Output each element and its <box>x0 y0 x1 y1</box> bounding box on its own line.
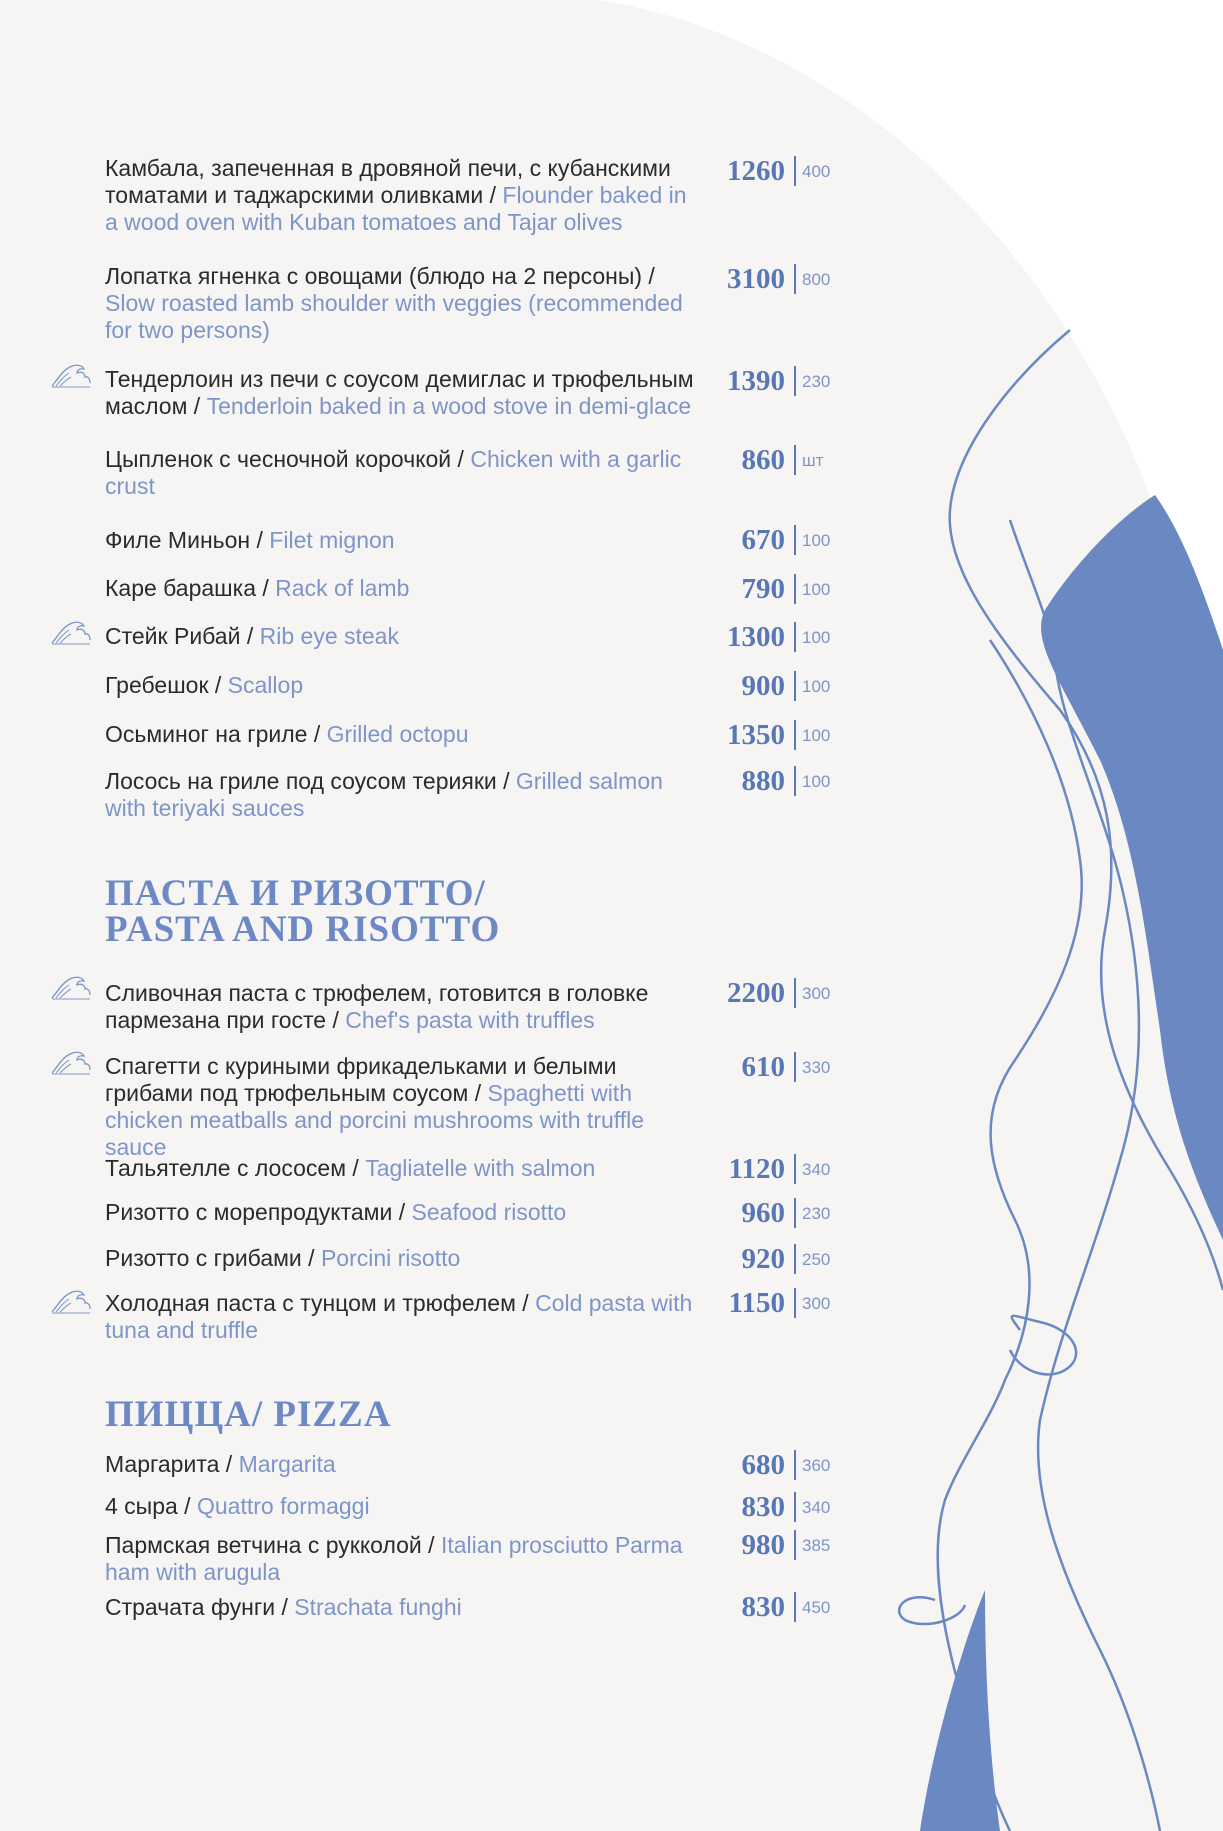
dish-name-ru: Сливочная паста с трюфелем, готовится в головке пармезана при госте <box>105 980 649 1033</box>
dish-name-en: Cold pasta with tuna and truffle <box>105 1290 693 1343</box>
dish-price: 1150 <box>728 1287 785 1319</box>
dish-weight: 230 <box>802 1204 831 1223</box>
dish-name-ru: Каре барашка <box>105 575 256 601</box>
dish-weight: 800 <box>802 270 831 289</box>
dish-name-en: Strachata funghi <box>294 1594 462 1620</box>
dish-weight: 400 <box>802 162 831 181</box>
wave-icon <box>50 618 92 646</box>
dish-name-ru: Лосось на гриле под соусом терияки <box>105 768 497 794</box>
dish-price: 880 <box>741 765 785 797</box>
dish-name-ru: Осьминог на гриле <box>105 721 308 747</box>
wave-icon <box>50 973 92 1001</box>
dish-name-ru: Страчата фунги <box>105 1594 276 1620</box>
menu-item: Пармская ветчина с рукколой / Italian prosciutto Parma ham with arugula <box>105 1532 683 1585</box>
price-block <box>705 154 835 188</box>
price-block <box>705 1448 835 1482</box>
price-block <box>705 443 835 477</box>
menu-item: Страчата фунги / Strachata funghi <box>105 1594 462 1620</box>
dish-name-ru: 4 сыра <box>105 1493 178 1519</box>
dish-name-en: Grilled octopu <box>326 721 469 747</box>
dish-name-en: Quattro formaggi <box>196 1493 370 1519</box>
section-title-pasta <box>105 873 501 950</box>
dish-name-ru: Тальятелле с лососем <box>105 1155 347 1181</box>
price-block <box>705 718 835 752</box>
menu-item: Каре барашка / Rack of lamb <box>105 575 410 601</box>
dish-name-ru: Стейк Рибай <box>105 623 241 649</box>
dish-name-en: Flounder baked in a wood oven with Kuban tomatoes and Tajar olives <box>105 182 687 235</box>
price-block <box>705 1050 835 1084</box>
menu-item: Филе Миньон / Filet mignon <box>105 527 395 553</box>
price-block <box>705 620 835 654</box>
menu-item: Ризотто с грибами / Porcini risotto <box>105 1245 461 1271</box>
menu-item: Сливочная паста с трюфелем, готовится в головке пармезана при госте / Chef's pasta with truffles <box>105 980 649 1033</box>
dish-price: 920 <box>741 1243 785 1275</box>
dish-weight: 100 <box>802 628 831 647</box>
dish-name-en: Tagliatelle with salmon <box>365 1155 596 1181</box>
dish-name-ru: Гребешок <box>105 672 209 698</box>
dish-name-en: Chicken with a garlic crust <box>105 446 682 499</box>
menu-item: Холодная паста с тунцом и трюфелем / Cold pasta with tuna and truffle <box>105 1290 693 1343</box>
price-block <box>705 1528 835 1562</box>
menu-item: Осьминог на гриле / Grilled octopu <box>105 721 469 747</box>
dish-price: 900 <box>741 670 785 702</box>
dish-name-en: Margarita <box>238 1451 336 1477</box>
dish-weight: 385 <box>802 1536 831 1555</box>
price-block <box>705 572 835 606</box>
price-block <box>705 1196 835 1230</box>
dish-name-ru: Пармская ветчина с рукколой <box>105 1532 422 1558</box>
dish-name-en: Porcini risotto <box>320 1245 461 1271</box>
menu-item: Лопатка ягненка с овощами (блюдо на 2 персоны) / Slow roasted lamb shoulder with veggies (recommended for two persons) <box>105 263 683 343</box>
dish-name-ru: Ризотто с морепродуктами <box>105 1199 393 1225</box>
dish-price: 610 <box>741 1051 785 1083</box>
price-block <box>705 1152 835 1186</box>
dish-price: 980 <box>741 1529 785 1561</box>
dish-weight: 100 <box>802 580 831 599</box>
dish-price: 830 <box>741 1491 785 1523</box>
wave-icon <box>50 361 92 389</box>
price-block <box>705 523 835 557</box>
dish-price: 3100 <box>727 263 785 295</box>
menu-item: Ризотто с морепродуктами / Seafood risotto <box>105 1199 567 1225</box>
menu-item: Гребешок / Scallop <box>105 672 304 698</box>
dish-name-en: Seafood risotto <box>411 1199 567 1225</box>
menu-item: Стейк Рибай / Rib eye steak <box>105 623 399 649</box>
dish-weight: 360 <box>802 1456 831 1475</box>
dish-price: 1300 <box>727 621 785 653</box>
wave-icon <box>50 1287 92 1315</box>
dish-price: 2200 <box>727 977 785 1009</box>
dish-name-ru: Тендерлоин из печи с соусом демиглас и трюфельным маслом <box>105 366 694 419</box>
menu-item: Лосось на гриле под соусом терияки / Grilled salmon with teriyaki sauces <box>105 768 663 821</box>
dish-name-ru: Цыпленок с чесночной корочкой <box>105 446 452 472</box>
dish-name-en: Grilled salmon with teriyaki sauces <box>105 768 663 821</box>
dish-price: 1350 <box>727 719 785 751</box>
dish-weight: 340 <box>802 1160 831 1179</box>
dish-name-ru: Лопатка ягненка с овощами (блюдо на 2 персоны) <box>105 263 643 289</box>
dish-weight: 300 <box>802 984 831 1003</box>
menu-item: Спагетти с куриными фрикадельками и белыми грибами под трюфельным соусом / Spaghetti with chicken meatballs and porcini mushrooms with truffle sauce <box>105 1053 645 1160</box>
price-block <box>705 1286 835 1320</box>
section-title-pizza: ПИЦЦА/ PIZZA <box>105 1394 392 1435</box>
dish-name-ru: Камбала, запеченная в дровяной печи, с кубанскими томатами и таджарскими оливками <box>105 155 671 208</box>
dish-weight: 340 <box>802 1498 831 1517</box>
dish-name-en: Spaghetti with chicken meatballs and porcini mushrooms with truffle sauce <box>105 1080 645 1160</box>
section-title-ru: ПАСТА И РИЗОТТО/ <box>105 873 486 914</box>
menu-item: Камбала, запеченная в дровяной печи, с кубанскими томатами и таджарскими оливками / Flounder baked in a wood oven with Kuban tomatoes and Tajar olives <box>105 155 687 235</box>
dish-weight: 230 <box>802 372 831 391</box>
price-block <box>705 976 835 1010</box>
price-block <box>705 669 835 703</box>
dish-name-ru: Холодная паста с тунцом и трюфелем <box>105 1290 516 1316</box>
menu-item: Тальятелле с лососем / Tagliatelle with salmon <box>105 1155 596 1181</box>
dish-weight: 450 <box>802 1598 831 1617</box>
dish-name-en: Filet mignon <box>269 527 395 553</box>
dish-price: 680 <box>741 1449 785 1481</box>
dish-weight: 100 <box>802 677 831 696</box>
dish-price: 960 <box>741 1197 785 1229</box>
dish-price: 860 <box>741 444 785 476</box>
dish-name-ru: Маргарита <box>105 1451 220 1477</box>
price-block <box>705 1242 835 1276</box>
dish-weight: 100 <box>802 726 831 745</box>
dish-name-en: Tenderloin baked in a wood stove in demi-glace <box>206 393 692 419</box>
dish-weight: 330 <box>802 1058 831 1077</box>
dish-name-en: Rack of lamb <box>275 575 410 601</box>
dish-name-en: Italian prosciutto Parma ham with arugula <box>105 1532 683 1585</box>
dish-price: 1120 <box>728 1153 785 1185</box>
dish-weight: шт <box>802 451 824 470</box>
menu-item: Маргарита / Margarita <box>105 1451 336 1477</box>
dish-name-en: Chef's pasta with truffles <box>345 1007 595 1033</box>
dish-name-en: Rib eye steak <box>259 623 399 649</box>
menu-item: 4 сыра / Quattro formaggi <box>105 1493 370 1519</box>
dish-weight: 300 <box>802 1294 831 1313</box>
menu-item: Цыпленок с чесночной корочкой / Chicken with a garlic crust <box>105 446 682 499</box>
price-block <box>705 1490 835 1524</box>
dish-weight: 250 <box>802 1250 831 1269</box>
price-block <box>705 1590 835 1624</box>
dish-price: 1390 <box>727 365 785 397</box>
dish-weight: 100 <box>802 531 831 550</box>
menu-item: Тендерлоин из печи с соусом демиглас и трюфельным маслом / Tenderloin baked in a wood stove in demi-glace <box>105 366 694 419</box>
dish-name-ru: Филе Миньон <box>105 527 251 553</box>
dish-price: 830 <box>741 1591 785 1623</box>
dish-name-ru: Ризотто с грибами <box>105 1245 302 1271</box>
wave-icon <box>50 1048 92 1076</box>
dish-weight: 100 <box>802 772 831 791</box>
price-block <box>705 262 835 296</box>
dish-price: 1260 <box>727 155 785 187</box>
price-block <box>705 364 835 398</box>
dish-name-en: Scallop <box>227 672 304 698</box>
dish-price: 670 <box>741 524 785 556</box>
dish-name-en: Slow roasted lamb shoulder with veggies (recommended for two persons) <box>105 290 683 343</box>
dish-price: 790 <box>741 573 785 605</box>
price-block <box>705 764 835 798</box>
section-title-en: PASTA AND RISOTTO <box>105 909 501 950</box>
dish-name-ru: Спагетти с куриными фрикадельками и белыми грибами под трюфельным соусом <box>105 1053 617 1106</box>
